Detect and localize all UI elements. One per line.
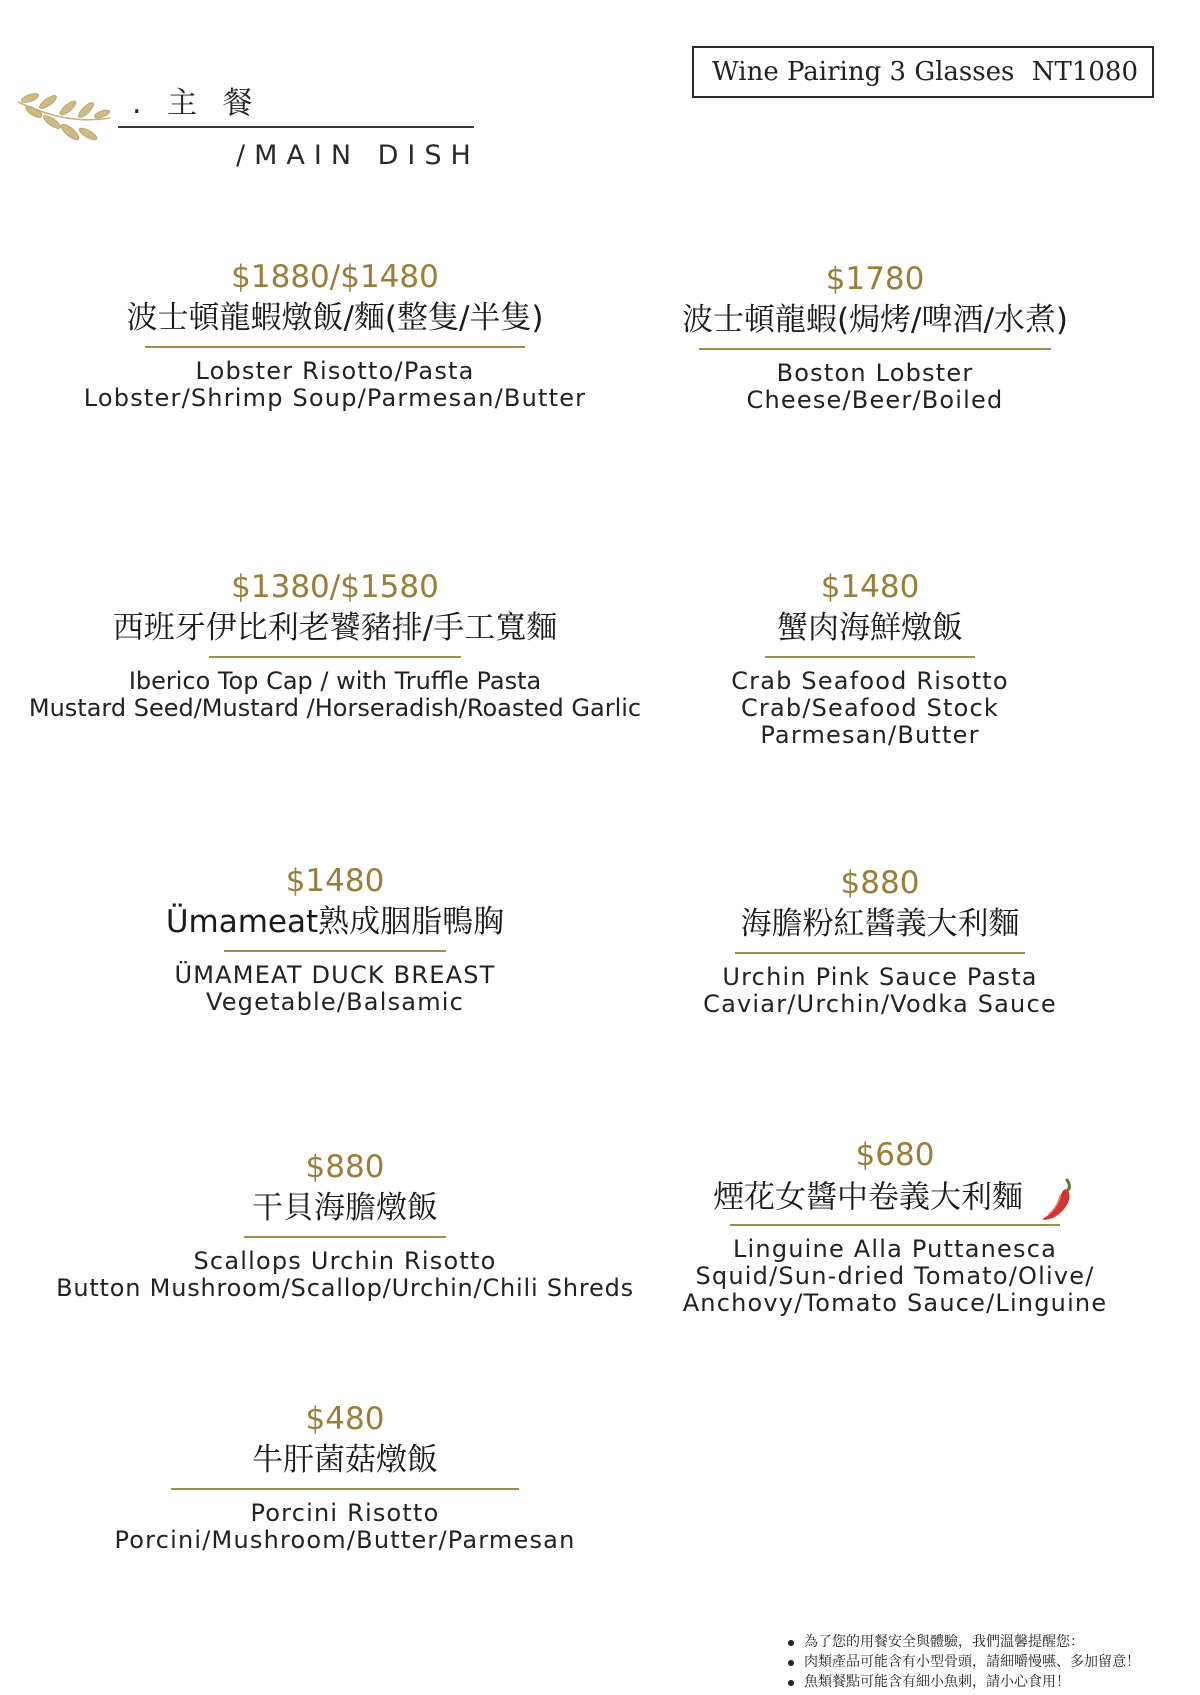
section-title-english: /MAIN DISH [236,140,480,171]
dish-divider [765,656,975,658]
olive-branch-icon [14,88,114,154]
dish-item [20,568,650,722]
dish-desc-line: Squid/Sun-dried Tomato/Olive/ [695,1262,1095,1290]
dish-desc-line: Iberico Top Cap / with Truffle Pasta [128,667,542,695]
dish-description [20,1248,670,1302]
dish-divider [171,1488,519,1490]
dish-name: 西班牙伊比利老饕豬排/手工寬麵 [112,610,558,646]
dish-divider [699,348,1051,350]
dish-item [20,1400,670,1554]
dish-price: $1880/$1480 [231,259,439,295]
dish-desc-line: Crab Seafood Risotto [731,667,1009,695]
dish-price: $480 [305,1401,385,1437]
dish-desc-line: Parmesan/Butter [760,721,980,749]
dish-desc-line: Button Mushroom/Scallop/Urchin/Chili Shreds [56,1274,634,1302]
dish-description [660,1236,1130,1317]
dish-name-row [660,1176,1130,1222]
dish-description [20,962,650,1016]
dish-price: $1780 [825,261,925,297]
chili-pepper-icon [1037,1176,1077,1222]
dish-item [650,568,1090,749]
dish-desc-line: Porcini Risotto [250,1499,440,1527]
dish-item [20,1148,670,1302]
dish-desc-line: Porcini/Mushroom/Butter/Parmesan [114,1526,576,1554]
dish-desc-line: Lobster Risotto/Pasta [195,357,475,385]
dish-desc-line: Lobster/Shrimp Soup/Parmesan/Butter [83,384,587,412]
dish-item [20,862,650,1016]
dish-desc-line: Caviar/Urchin/Vodka Sauce [703,990,1057,1018]
wine-pairing-box [692,46,1154,98]
dish-item [20,258,650,412]
dish-description [20,1500,670,1554]
dish-desc-line: ÜMAMEAT DUCK BREAST [174,961,496,989]
dish-price: $1480 [285,863,385,899]
dish-divider [244,1236,446,1238]
dish-divider [209,656,461,658]
dish-desc-line: Crab/Seafood Stock [740,694,1000,722]
dish-desc-line: Urchin Pink Sauce Pasta [722,963,1038,991]
dish-price: $1380/$1580 [231,569,439,605]
dish-divider [224,950,446,952]
dish-name: Ümameat熟成胭脂鴨胸 [165,904,505,940]
dish-price: $880 [840,865,920,901]
wine-pairing-price: NT1080 [1031,57,1138,87]
dish-desc-line: Mustard Seed/Mustard /Horseradish/Roasted Garlic [28,694,642,722]
dish-name: 牛肝菌菇燉飯 [252,1442,438,1478]
dish-divider [730,1224,1060,1226]
dish-item [650,260,1100,414]
dish-description [650,360,1100,414]
dish-name: 海膽粉紅醬義大利麵 [740,906,1020,942]
dish-desc-line: Linguine Alla Puttanesca [732,1235,1058,1263]
dish-name: 波士頓龍蝦燉飯/麵(整隻/半隻) [126,300,544,336]
dish-divider [145,346,525,348]
dish-desc-line: Vegetable/Balsamic [205,988,465,1016]
dish-description [650,668,1090,749]
dish-description [650,964,1110,1018]
dish-name: 煙花女醬中卷義大利麵 [713,1179,1024,1216]
dish-name: 干貝海膽燉飯 [252,1190,438,1226]
dish-name: 波士頓龍蝦(焗烤/啤酒/水煮) [681,302,1069,338]
dish-desc-line: Cheese/Beer/Boiled [746,386,1004,414]
dish-desc-line: Anchovy/Tomato Sauce/Linguine [682,1289,1108,1317]
dish-description [20,668,650,722]
section-title-chinese: . 主 餐 [132,86,261,121]
dish-price: $1480 [820,569,920,605]
dish-price: $880 [305,1149,385,1185]
dish-desc-line: Scallops Urchin Risotto [193,1247,497,1275]
safety-notes [786,1632,1140,1692]
title-divider [118,126,474,128]
dish-item [660,1136,1130,1317]
wine-pairing-label: Wine Pairing 3 Glasses [712,57,1015,87]
dish-desc-line: Boston Lobster [776,359,974,387]
dish-name: 蟹肉海鮮燉飯 [777,610,963,646]
dish-price: $680 [855,1137,935,1173]
note-item: 肉類產品可能含有小型骨頭，請細嚼慢嚥、多加留意！ [786,1652,1140,1672]
note-item: 為了您的用餐安全與體驗，我們溫馨提醒您： [786,1632,1140,1652]
dish-divider [735,952,1025,954]
dish-description [20,358,650,412]
dish-item [650,864,1110,1018]
note-item: 魚類餐點可能含有細小魚刺，請小心食用！ [786,1672,1140,1692]
